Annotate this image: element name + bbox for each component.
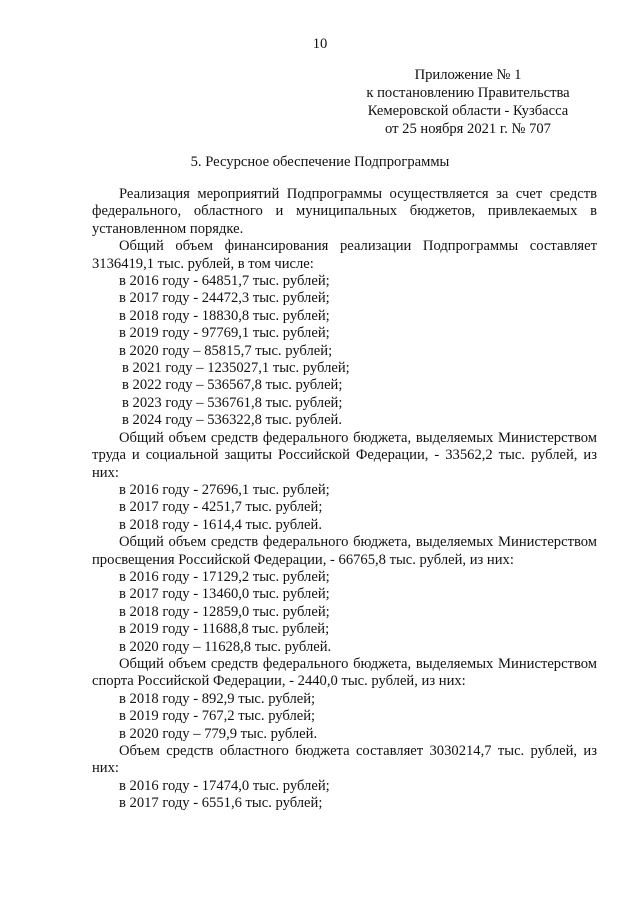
list-item: в 2018 году - 892,9 тыс. рублей;: [119, 690, 316, 707]
list-item: в 2016 году - 17129,2 тыс. рублей;: [119, 568, 330, 585]
list-item: в 2017 году - 24472,3 тыс. рублей;: [119, 290, 330, 307]
list-item: в 2023 году – 536761,8 тыс. рублей;: [122, 394, 343, 411]
list-item: в 2024 году – 536322,8 тыс. рублей.: [122, 412, 343, 429]
list-item: в 2018 году - 18830,8 тыс. рублей;: [119, 307, 330, 324]
paragraph: Общий объем средств федерального бюджета, выделяемых Министерством просвещения Российской Федерации, - 66765,8 тыс. рублей, из них:: [92, 534, 597, 568]
appendix-line: Кемеровской области - Кузбасса: [367, 103, 569, 119]
list-item: в 2020 году – 85815,7 тыс. рублей;: [119, 342, 333, 359]
list-item: в 2020 году – 779,9 тыс. рублей.: [119, 725, 318, 742]
paragraph: Общий объем финансирования реализации Подпрограммы составляет 3136419,1 тыс. рублей, в том числе:: [92, 238, 597, 272]
list-item: в 2019 году - 97769,1 тыс. рублей;: [119, 325, 330, 342]
regional-budget-list: [92, 778, 597, 813]
document-body: [92, 186, 597, 813]
list-item: в 2017 году - 6551,6 тыс. рублей;: [119, 795, 323, 812]
paragraph: Общий объем средств федерального бюджета, выделяемых Министерством труда и социальной защиты Российской Федерации, - 33562,2 тыс. рублей, из них:: [92, 429, 597, 481]
list-item: в 2022 году – 536567,8 тыс. рублей;: [122, 377, 343, 394]
page-number: 10: [312, 36, 328, 52]
list-item: в 2018 году - 12859,0 тыс. рублей;: [119, 603, 330, 620]
paragraph: Реализация мероприятий Подпрограммы осуществляется за счет средств федерального, областного и муниципальных бюджетов, привлекаемых в установленном порядке.: [92, 186, 597, 237]
paragraph: Общий объем средств федерального бюджета, выделяемых Министерством спорта Российской Федерации, - 2440,0 тыс. рублей, из них:: [92, 655, 597, 690]
appendix-line: к постановлению Правительства: [366, 85, 570, 101]
list-item: в 2019 году - 767,2 тыс. рублей;: [119, 708, 316, 725]
list-item: в 2016 году - 27696,1 тыс. рублей;: [119, 481, 330, 498]
list-item: в 2016 году - 64851,7 тыс. рублей;: [119, 273, 330, 290]
list-item: в 2019 году - 11688,8 тыс. рублей;: [119, 621, 330, 638]
list-item: в 2021 году – 1235027,1 тыс. рублей;: [122, 360, 350, 377]
list-item: в 2016 году - 17474,0 тыс. рублей;: [119, 777, 330, 794]
paragraph: Объем средств областного бюджета составляет 3030214,7 тыс. рублей, из них:: [92, 743, 597, 777]
appendix-header: [350, 66, 586, 138]
list-item: в 2017 году - 13460,0 тыс. рублей;: [119, 586, 330, 603]
appendix-date: от 25 ноября 2021 г. № 707: [385, 121, 551, 137]
list-item: в 2018 году - 1614,4 тыс. рублей.: [119, 516, 322, 533]
sport-ministry-list: [92, 691, 597, 743]
education-ministry-list: [92, 569, 597, 656]
section-title: 5. Ресурсное обеспечение Подпрограммы: [190, 154, 450, 170]
list-item: в 2017 году - 4251,7 тыс. рублей;: [119, 499, 323, 516]
total-by-year-list: [92, 273, 597, 430]
labor-ministry-list: [92, 482, 597, 534]
list-item: в 2020 году – 11628,8 тыс. рублей.: [119, 638, 332, 655]
appendix-title: Приложение № 1: [414, 67, 522, 83]
